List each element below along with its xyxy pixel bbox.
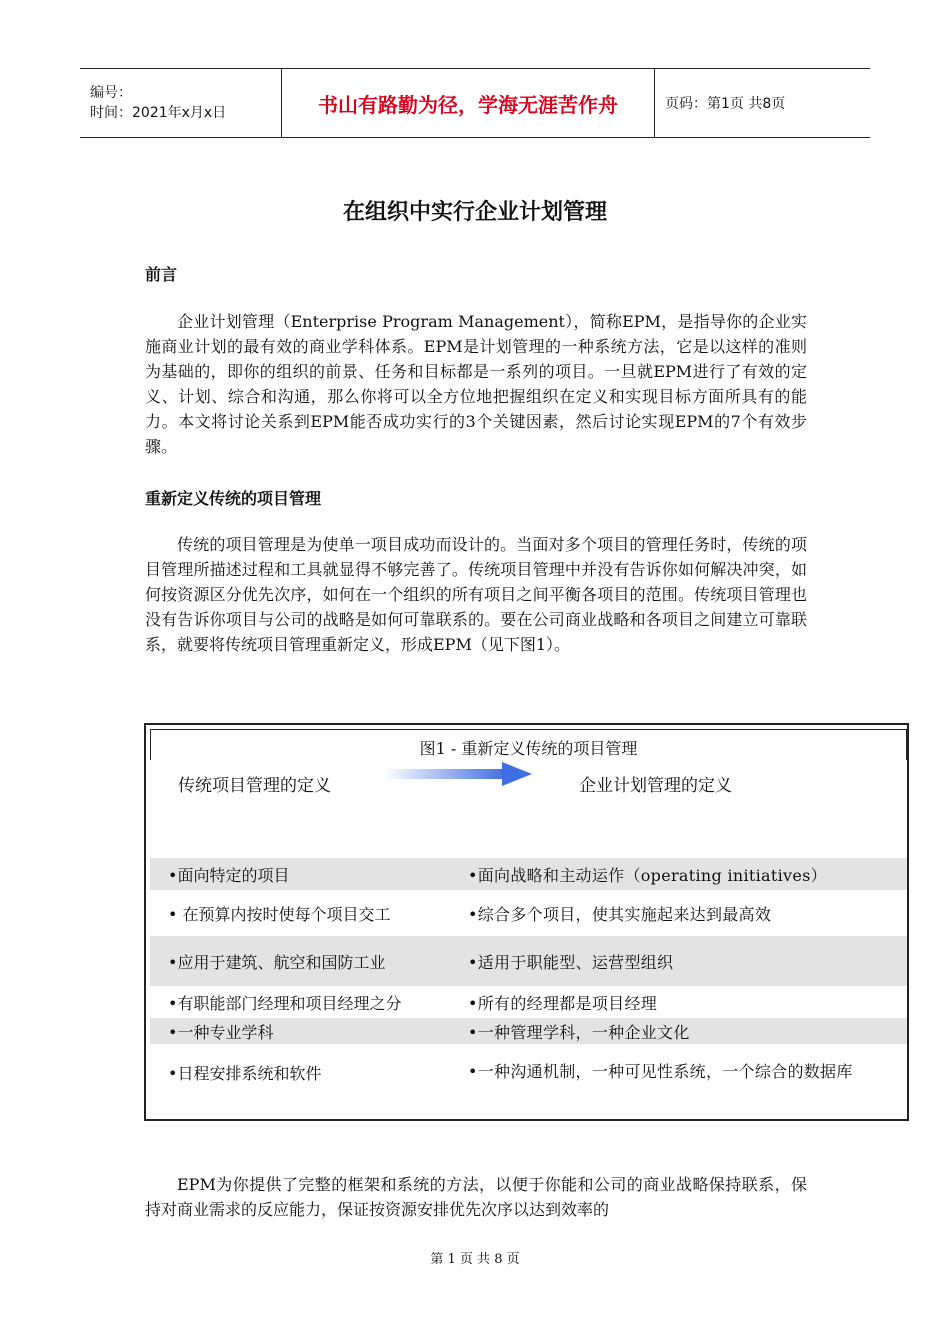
table-row <box>150 858 907 890</box>
document-number-label: 编号： <box>90 85 132 101</box>
table-cell-epm: •一种沟通机制，一种可见性系统，一个综合的数据库 <box>468 1062 853 1081</box>
header-meta <box>80 69 282 137</box>
table-row <box>150 890 907 936</box>
table-cell-epm: •适用于职能型、运营型组织 <box>468 952 674 972</box>
table-cell-traditional: •日程安排系统和软件 <box>168 1063 322 1083</box>
table-cell-traditional: •面向特定的项目 <box>168 865 290 885</box>
table-cell-traditional: •有职能部门经理和项目经理之分 <box>168 993 402 1013</box>
closing-paragraph: EPM为你提供了完整的框架和系统的方法，以便于你能和公司的商业战略保持联系，保持对商业需求的反应能力，保证按资源安排优先次序以达到效率的 <box>145 1175 807 1219</box>
figure-left-header: 传统项目管理的定义 <box>178 776 331 796</box>
table-row <box>150 1044 907 1100</box>
header-page-info <box>655 69 870 137</box>
figure-right-header: 企业计划管理的定义 <box>579 776 732 796</box>
right-arrow-icon <box>384 761 534 787</box>
section-heading-preface: 前言 <box>145 265 178 284</box>
table-cell-epm: •综合多个项目，使其实施起来达到最高效 <box>468 904 772 924</box>
table-row <box>150 1018 907 1044</box>
section-heading-redefine: 重新定义传统的项目管理 <box>145 489 322 508</box>
section-paragraph-redefine: 传统的项目管理是为使单一项目成功而设计的。当面对多个项目的管理任务时，传统的项目管理所描述过程和工具就显得不够完善了。传统项目管理中并没有告诉你如何解决冲突，如何按资源区分优先次序，如何在一个组织的所有项目之间平衡各项目的范围。传统项目管理也没有告诉你项目与公司的战略是如何可靠联系的。要在公司商业战略和各项目之间建立可靠联系，就要将传统项目管理重新定义，形成EPM（见下图1）。 <box>145 535 807 654</box>
table-cell-epm: •面向战略和主动运作（operating initiatives） <box>468 865 827 885</box>
header-motto <box>282 69 655 137</box>
figure-title: 图1 - 重新定义传统的项目管理 <box>419 739 638 758</box>
table-row <box>150 986 907 1018</box>
motto-text: 书山有路勤为径，学海无涯苦作舟 <box>318 92 618 117</box>
page-footer: 第 1 页 共 8 页 <box>430 1252 520 1267</box>
table-row <box>150 936 907 986</box>
document-time-label: 时间：2021年x月x日 <box>90 105 227 121</box>
page-number-label: 页码：第1页 共8页 <box>665 96 786 112</box>
page-header <box>80 68 870 138</box>
table-cell-epm: •一种管理学科，一种企业文化 <box>468 1022 690 1042</box>
document-title: 在组织中实行企业计划管理 <box>342 200 607 225</box>
table-cell-epm: •所有的经理都是项目经理 <box>468 993 658 1013</box>
figure-title-bar <box>150 729 907 760</box>
table-cell-traditional: •应用于建筑、航空和国防工业 <box>168 952 386 972</box>
figure-1-table <box>144 723 909 1121</box>
table-cell-traditional: •一种专业学科 <box>168 1022 274 1042</box>
table-cell-traditional: • 在预算内按时使每个项目交工 <box>168 904 391 924</box>
section-paragraph-preface: 企业计划管理（Enterprise Program Management），简称EPM，是指导你的企业实施商业计划的最有效的商业学科体系。EPM是计划管理的一种系统方法，它是以这样的准则为基础的，即你的组织的前景、任务和目标都是一系列的项目。一旦就EPM进行了有效的定义、计划、综合和沟通，那么你将可以全方位地把握组织在定义和实现目标方面所具有的能力。本文将讨论关系到EPM能否成功实行的3个关键因素，然后讨论实现EPM的7个有效步骤。 <box>145 312 807 456</box>
